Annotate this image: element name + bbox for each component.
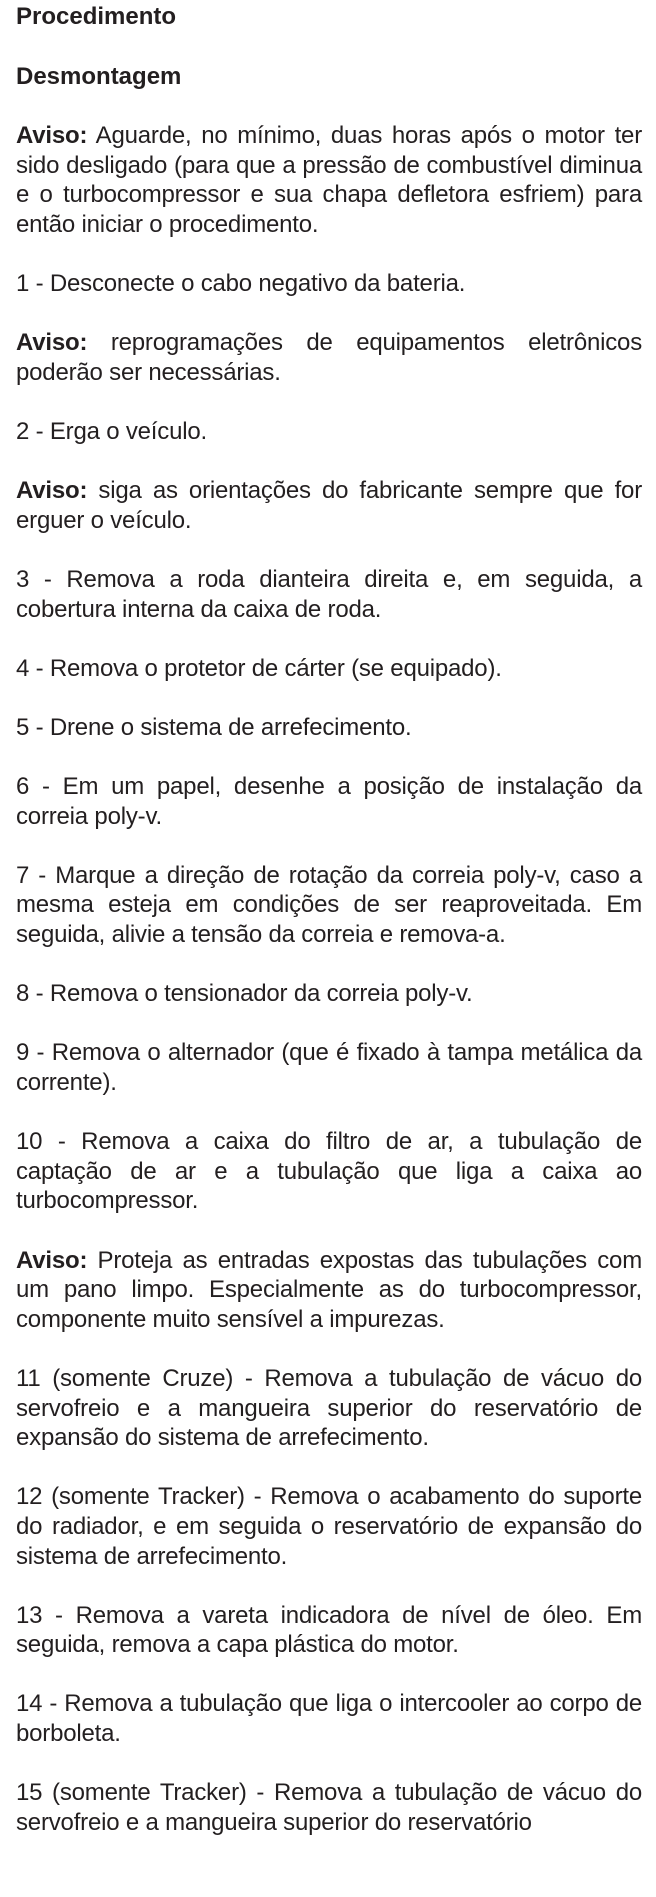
subsection-title: Desmontagem	[16, 63, 182, 90]
paragraph-text: 14 - Remova a tubulação que liga o intercooler ao corpo de borboleta.	[16, 1690, 642, 1748]
step-paragraph	[16, 1127, 642, 1216]
paragraph-text: 6 - Em um papel, desenhe a posição de instalação da correia poly-v.	[16, 773, 642, 830]
step-paragraph	[16, 772, 642, 831]
step-paragraph	[16, 1482, 642, 1571]
warning-label: Aviso:	[16, 122, 88, 149]
step-paragraph	[16, 269, 642, 299]
paragraph-text: 13 - Remova a vareta indicadora de nível de óleo. Em seguida, remova a capa plástica do motor.	[16, 1601, 642, 1659]
warning-label: Aviso:	[16, 1246, 88, 1274]
step-paragraph	[16, 861, 642, 950]
paragraph-text: 9 - Remova o alternador (que é fixado à tampa metálica da corrente).	[16, 1039, 642, 1096]
step-paragraph	[16, 1601, 642, 1660]
step-paragraph	[16, 1689, 642, 1748]
step-paragraph	[16, 417, 642, 447]
paragraph-text: 3 - Remova a roda dianteira direita e, em seguida, a cobertura interna da caixa de roda.	[16, 565, 642, 623]
step-paragraph	[16, 713, 642, 743]
paragraph-text: 5 - Drene o sistema de arrefecimento.	[16, 713, 412, 741]
warning-paragraph	[16, 1246, 642, 1335]
paragraph-text: 2 - Erga o veículo.	[16, 417, 207, 445]
warning-paragraph	[16, 328, 642, 387]
step-paragraph	[16, 1038, 642, 1097]
paragraph-text: siga as orientações do fabricante sempre que for erguer o veículo.	[16, 477, 642, 534]
warning-paragraph	[16, 121, 642, 239]
paragraph-text: 8 - Remova o tensionador da correia poly-v.	[16, 980, 473, 1008]
section-title: Procedimento	[16, 3, 177, 30]
step-paragraph	[16, 1778, 642, 1837]
step-paragraph	[16, 1364, 642, 1453]
paragraph-text: 4 - Remova o protetor de cárter (se equipado).	[16, 654, 502, 682]
warning-paragraph	[16, 476, 642, 535]
warning-label: Aviso:	[16, 329, 88, 357]
warning-label: Aviso:	[16, 477, 88, 505]
paragraph-text: Proteja as entradas expostas das tubulações com um pano limpo. Especialmente as do turbocompressor, componente muito sensível a impurezas.	[16, 1246, 642, 1333]
paragraph-text: 7 - Marque a direção de rotação da correia poly-v, caso a mesma esteja em condições de ser reaproveitada. Em seguida, alivie a tensão da correia e remova-a.	[16, 861, 642, 949]
paragraph-text: 12 (somente Tracker) - Remova o acabamento do suporte do radiador, e em seguida o reservatório de expansão do sistema de arrefecimento.	[16, 1483, 642, 1570]
procedure-steps	[16, 121, 642, 1837]
paragraph-text: 10 - Remova a caixa do filtro de ar, a tubulação de captação de ar e a tubulação que liga a caixa ao turbocompressor.	[16, 1128, 642, 1215]
paragraph-text: 1 - Desconecte o cabo negativo da bateria.	[16, 269, 466, 297]
step-paragraph	[16, 979, 642, 1009]
step-paragraph	[16, 654, 642, 684]
step-paragraph	[16, 565, 642, 624]
paragraph-text: reprogramações de equipamentos eletrônicos poderão ser necessárias.	[16, 329, 642, 386]
paragraph-text: 11 (somente Cruze) - Remova a tubulação de vácuo do servofreio e a mangueira superior do reservatório de expansão do sistema de arrefecimento.	[16, 1364, 642, 1452]
paragraph-text: 15 (somente Tracker) - Remova a tubulação de vácuo do servofreio e a mangueira superior do reservatório	[16, 1779, 642, 1836]
paragraph-text: Aguarde, no mínimo, duas horas após o motor ter sido desligado (para que a pressão de combustível diminua e o turbocompressor e sua chapa defletora esfriem) para então iniciar o procedimento.	[16, 122, 642, 238]
